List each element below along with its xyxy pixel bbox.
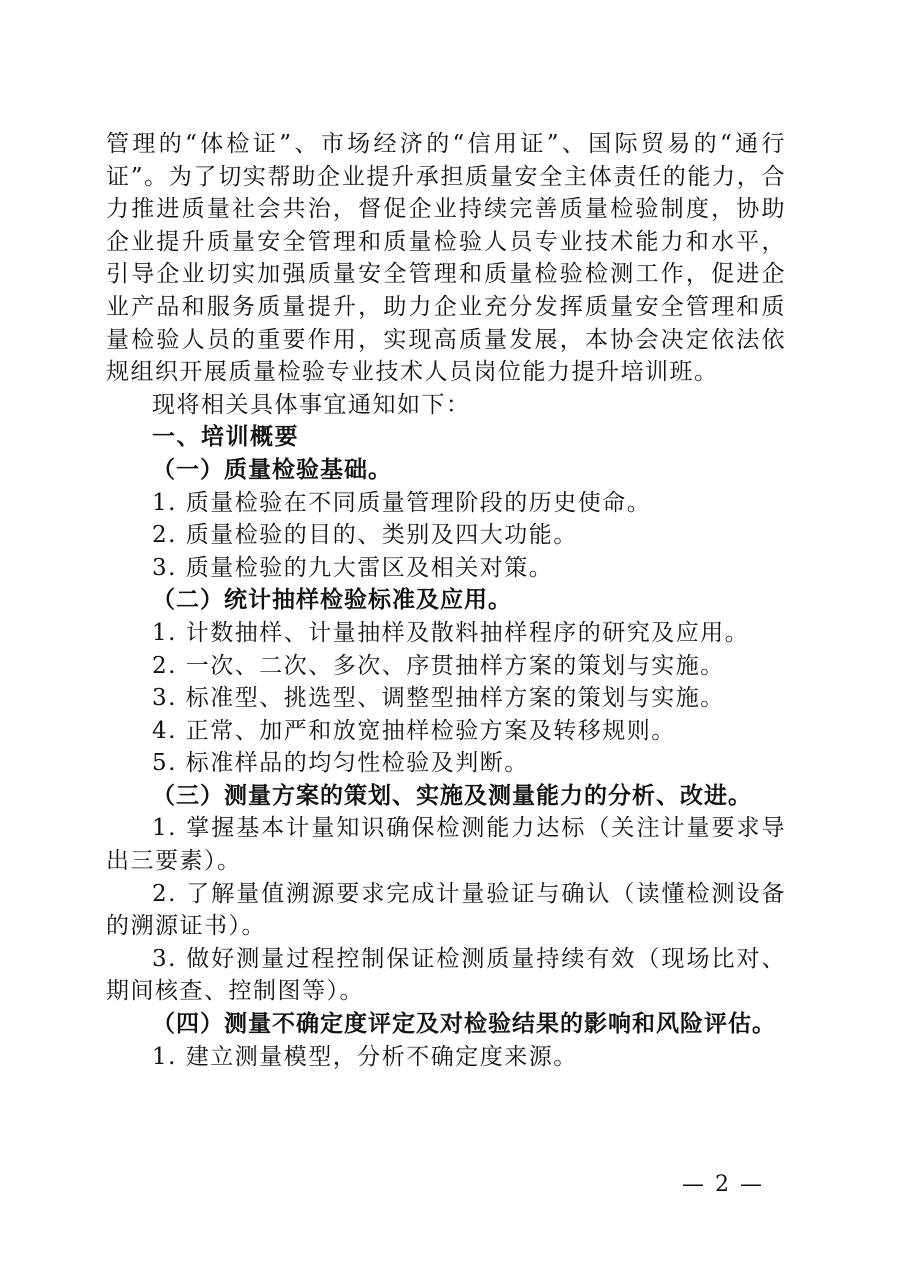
list-item: 3. 做好测量过程控制保证检测质量持续有效（现场比对、期间核查、控制图等）。 bbox=[106, 945, 786, 1005]
subsection-title-2: （二）统计抽样检验标准及应用。 bbox=[152, 587, 512, 614]
document-body bbox=[106, 128, 786, 1073]
list-item: 1. 质量检验在不同质量管理阶段的历史使命。 bbox=[152, 489, 652, 516]
intro-paragraph: 管理的“体检证”、市场经济的“信用证”、国际贸易的“通行证”。为了切实帮助企业提升承担质量安全主体责任的能力，合力推进质量社会共治，督促企业持续完善质量检验制度，协助企业提升质量安全管理和质量检验人员专业技术能力和水平，引导企业切实加强质量安全管理和质量检验检测工作，促进企业产品和服务质量提升，助力企业充分发挥质量安全管理和质量检验人员的重要作用，实现高质量发展，本协会决定依法依规组织开展质量检验专业技术人员岗位能力提升培训班。 bbox=[106, 131, 786, 386]
notice-line: 现将相关具体事宜通知如下： bbox=[152, 391, 471, 418]
list-item: 2. 了解量值溯源要求完成计量验证与确认（读懂检测设备的溯源证书）。 bbox=[106, 880, 786, 940]
page-number: — 2 — bbox=[682, 1172, 764, 1197]
list-item: 5. 标准样品的均匀性检验及判断。 bbox=[152, 750, 529, 777]
list-item: 1. 计数抽样、计量抽样及散料抽样程序的研究及应用。 bbox=[152, 619, 750, 646]
list-item: 3. 质量检验的九大雷区及相关对策。 bbox=[152, 554, 554, 581]
list-item: 1. 掌握基本计量知识确保检测能力达标（关注计量要求导出三要素）。 bbox=[106, 815, 786, 875]
list-item: 2. 质量检验的目的、类别及四大功能。 bbox=[152, 522, 578, 549]
subsection-title-4: （四）测量不确定度评定及对检验结果的影响和风险评估。 bbox=[152, 1011, 776, 1038]
section-title-training-overview: 一、培训概要 bbox=[152, 424, 299, 451]
list-item: 3. 标准型、挑选型、调整型抽样方案的策划与实施。 bbox=[152, 685, 725, 712]
list-item: 2. 一次、二次、多次、序贯抽样方案的策划与实施。 bbox=[152, 652, 725, 679]
list-item: 1. 建立测量模型，分析不确定度来源。 bbox=[152, 1043, 578, 1070]
subsection-title-3: （三）测量方案的策划、实施及测量能力的分析、改进。 bbox=[152, 782, 752, 809]
list-item: 4. 正常、加严和放宽抽样检验方案及转移规则。 bbox=[152, 717, 676, 744]
subsection-title-1: （一）质量检验基础。 bbox=[152, 456, 392, 483]
